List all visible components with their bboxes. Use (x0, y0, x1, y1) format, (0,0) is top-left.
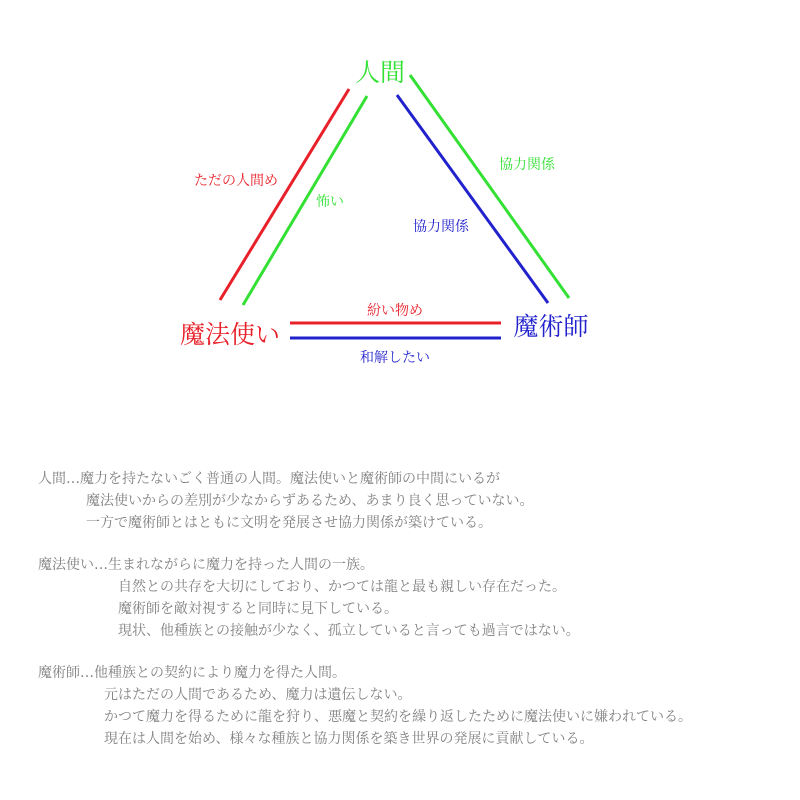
note-line: 魔術師を敵対視すると同時に見下している。 (118, 601, 398, 617)
note-line: かつて魔力を得るために龍を狩り、悪魔と契約を繰り返したために魔法使いに嫌われている。 (104, 709, 692, 725)
edge-human-to-mage (243, 96, 367, 305)
edge-human-to-sorcerer (410, 75, 569, 298)
note-line: 人間…魔力を持たないごく普通の人間。魔法使いと魔術師の中間にいるが (38, 471, 500, 487)
note-line: 魔法使いからの差別が少なからずあるため、あまり良く思っていない。 (86, 493, 534, 509)
section-mage (38, 554, 788, 642)
edge-sorcerer-to-human (397, 95, 548, 303)
edge-label-sorcerer-to-human: 協力関係 (413, 219, 469, 235)
node-sorcerer: 魔術師 (513, 312, 589, 341)
node-human: 人間 (354, 58, 406, 87)
note-line: 魔法使い…生まれながらに魔力を持った人間の一族。 (38, 557, 374, 573)
edge-label-mage-to-sorcerer: 紛い物め (367, 303, 423, 319)
edge-label-sorcerer-to-mage: 和解したい (360, 350, 430, 366)
note-line: 現在は人間を始め、様々な種族と協力関係を築き世界の発展に貢献している。 (104, 731, 594, 747)
section-sorcerer (38, 662, 788, 750)
note-line: 魔術師…他種族との契約により魔力を得た人間。 (38, 665, 346, 681)
edge-label-human-to-mage: 怖い (316, 194, 344, 210)
note-line: 現状、他種族との接触が少なく、孤立していると言っても過言ではない。 (118, 623, 580, 639)
note-line: 一方で魔術師とはともに文明を発展させ協力関係が築けている。 (86, 515, 492, 531)
note-line: 元はただの人間であるため、魔力は遺伝しない。 (104, 687, 412, 703)
node-mage: 魔法使い (179, 320, 281, 349)
edge-label-human-to-sorcerer: 協力関係 (499, 157, 555, 173)
description-notes (38, 468, 788, 770)
section-human (38, 468, 788, 534)
edge-label-mage-to-human: ただの人間め (194, 173, 278, 189)
note-line: 自然との共存を大切にしており、かつては龍と最も親しい存在だった。 (118, 579, 566, 595)
